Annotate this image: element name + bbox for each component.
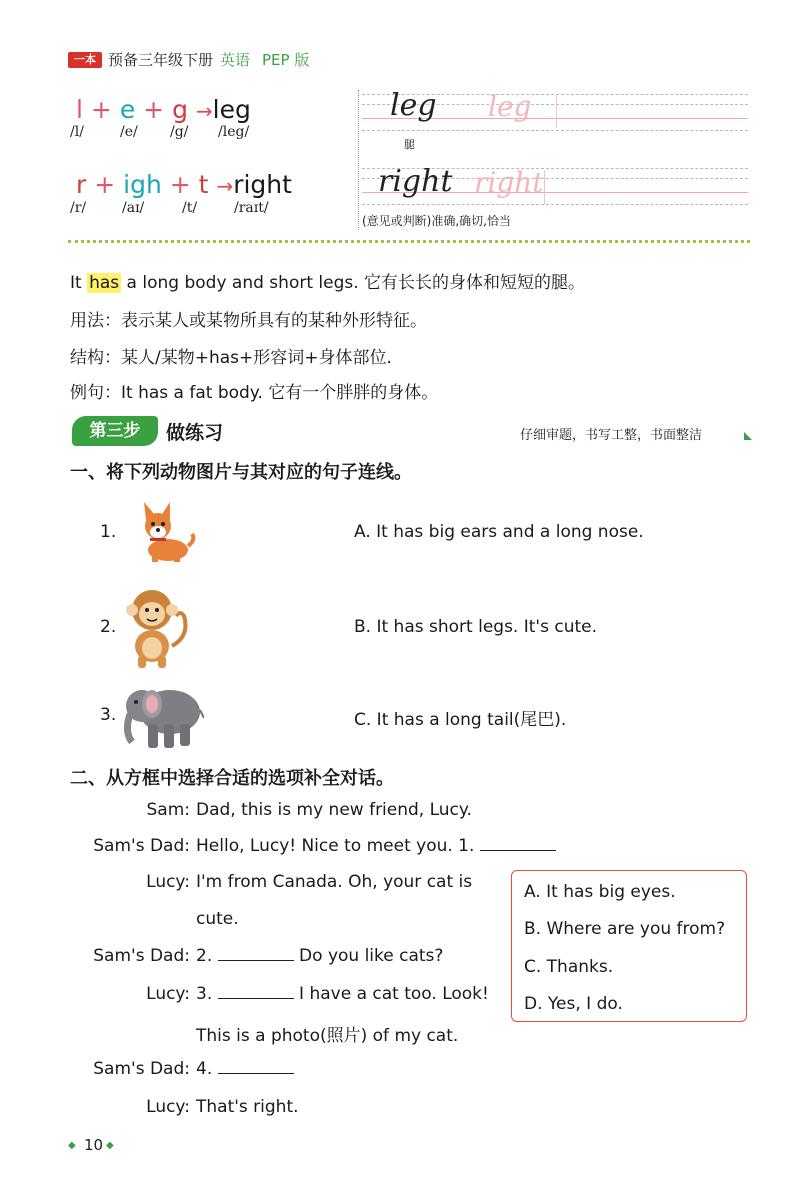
sentence-part: It <box>70 273 88 293</box>
item-number: 1. <box>100 522 117 542</box>
word-meaning: 腿 <box>404 138 415 151</box>
page-mark-icon: ◆ <box>68 1140 76 1151</box>
speaker: Sam's Dad: <box>93 836 190 856</box>
speaker: Lucy: <box>146 872 190 892</box>
phoneme-letter: t <box>198 170 209 199</box>
handwriting-sample: right <box>378 164 453 199</box>
plus-sign: + <box>143 95 165 124</box>
grammar-sentence <box>70 268 585 293</box>
item-number: 2. <box>100 617 117 637</box>
monkey-icon <box>120 586 192 670</box>
step-title: 做练习 <box>166 422 224 444</box>
brand-logo: 一本 <box>68 52 102 68</box>
tracing-sample: leg <box>488 90 532 123</box>
dialogue-part: 2. <box>196 946 213 966</box>
corner-triangle-icon <box>744 432 752 440</box>
word-meaning: (意见或判断)准确,确切,恰当 <box>362 214 511 228</box>
phoneme-letter: l <box>76 95 83 124</box>
grammar-usage: 用法：表示某人或某物所具有的某种外形特征。 <box>70 311 427 331</box>
box-option: B. Where are you from? <box>524 919 726 939</box>
page-mark-icon: ◆ <box>106 1140 114 1151</box>
dialogue-part: I have a cat too. Look! <box>299 984 489 1004</box>
phonics-row-right <box>76 170 292 199</box>
dialogue-text <box>196 836 556 856</box>
phonics-word: leg <box>212 95 251 124</box>
dialogue-text: That's right. <box>196 1097 299 1117</box>
ipa: /r/ <box>70 200 87 216</box>
grammar-structure: 结构：某人/某物+has+形容词+身体部位. <box>70 348 392 368</box>
handwriting-sample: leg <box>390 88 437 123</box>
tracing-mark <box>544 170 545 204</box>
phonics-row-leg <box>76 95 251 124</box>
answer-blank[interactable] <box>218 1060 294 1074</box>
grammar-example: 例句：It has a fat body. 它有一个胖胖的身体。 <box>70 383 439 403</box>
edition-label: PEP 版 <box>262 51 310 69</box>
dialogue-part: 4. <box>196 1059 213 1079</box>
dotted-divider <box>68 240 750 243</box>
dialogue-text <box>196 1059 294 1079</box>
divider <box>358 90 359 230</box>
ipa: /aɪ/ <box>122 200 145 216</box>
speaker: Sam: <box>146 800 190 820</box>
phoneme-letter: igh <box>123 170 162 199</box>
plus-sign: + <box>169 170 191 199</box>
speaker: Sam's Dad: <box>93 946 190 966</box>
ipa: /t/ <box>182 200 198 216</box>
book-title: 预备三年级下册 <box>108 51 214 69</box>
dog-icon <box>130 500 200 570</box>
ipa-word: /raɪt/ <box>234 200 269 216</box>
dialogue-text <box>196 946 443 966</box>
writing-line <box>362 130 748 131</box>
dialogue-text: This is a photo(照片) of my cat. <box>196 1026 459 1046</box>
phoneme-letter: r <box>76 170 87 199</box>
ipa: /l/ <box>70 124 84 140</box>
option-b: B. It has short legs. It's cute. <box>354 617 597 637</box>
ipa-word: /leg/ <box>218 124 250 140</box>
section-title: 一、将下列动物图片与其对应的句子连线。 <box>70 462 412 483</box>
answer-blank[interactable] <box>480 837 556 851</box>
speaker: Lucy: <box>146 1097 190 1117</box>
step-tag: 第三步 <box>72 416 158 446</box>
ipa: /g/ <box>170 124 189 140</box>
box-option: D. Yes, I do. <box>524 994 623 1014</box>
arrow-icon: → <box>216 174 234 198</box>
answer-blank[interactable] <box>218 985 294 999</box>
item-number: 3. <box>100 705 117 725</box>
page-number: 10 <box>84 1136 104 1154</box>
motto: 仔细审题，书写工整，书面整洁 <box>520 428 703 443</box>
writing-line <box>362 204 748 205</box>
option-c: C. It has a long tail(尾巴). <box>354 710 567 730</box>
speaker: Lucy: <box>146 984 190 1004</box>
dialogue-text: cute. <box>196 909 239 929</box>
ipa: /e/ <box>120 124 138 140</box>
plus-sign: + <box>90 95 112 124</box>
tracing-mark <box>556 94 557 128</box>
phoneme-letter: e <box>119 95 136 124</box>
elephant-icon <box>118 680 204 752</box>
dialogue-part: Do you like cats? <box>299 946 444 966</box>
dialogue-text <box>196 984 489 1004</box>
box-option: A. It has big eyes. <box>524 882 676 902</box>
dialogue-text: Dad, this is my new friend, Lucy. <box>196 800 472 820</box>
phonics-word: right <box>233 170 292 199</box>
tracing-sample: right <box>474 166 544 199</box>
option-a: A. It has big ears and a long nose. <box>354 522 644 542</box>
dialogue-part: Hello, Lucy! Nice to meet you. 1. <box>196 836 475 856</box>
speaker: Sam's Dad: <box>93 1059 190 1079</box>
subject-label: 英语 <box>220 51 251 69</box>
phoneme-letter: g <box>172 95 188 124</box>
answer-blank[interactable] <box>218 947 294 961</box>
section-title: 二、从方框中选择合适的选项补全对话。 <box>70 768 394 789</box>
plus-sign: + <box>94 170 116 199</box>
dialogue-text: I'm from Canada. Oh, your cat is <box>196 872 473 892</box>
highlight-word: has <box>89 273 120 293</box>
dialogue-part: 3. <box>196 984 213 1004</box>
sentence-part: a long body and short legs. 它有长长的身体和短短的腿。 <box>121 273 586 293</box>
arrow-icon: → <box>195 99 213 123</box>
box-option: C. Thanks. <box>524 957 614 977</box>
